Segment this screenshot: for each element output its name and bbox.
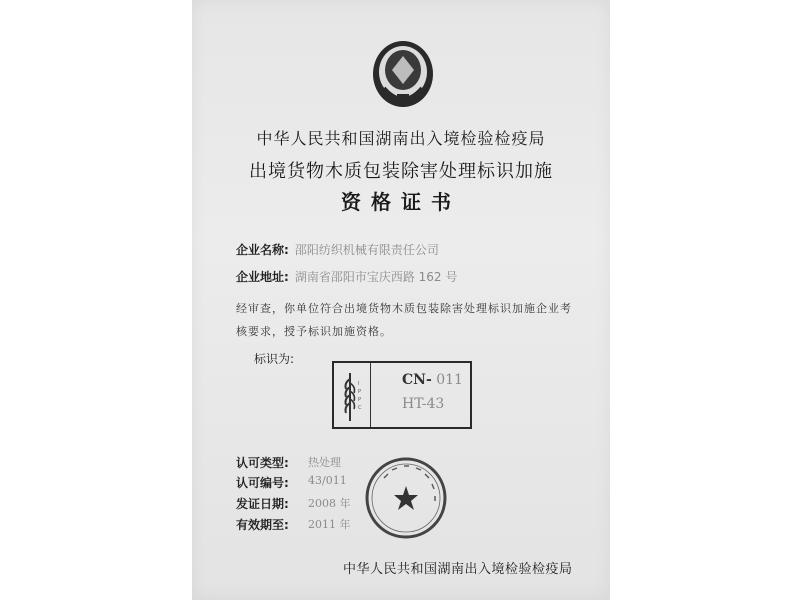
mark-label: 标识为:: [254, 352, 295, 366]
svg-text:P: P: [358, 397, 362, 403]
company-name-value: 邵阳纺织机械有限责任公司: [294, 243, 439, 257]
approval-number-label: 认可编号:: [236, 476, 289, 490]
mark-code-line2: HT-43: [402, 396, 445, 412]
company-name-row: [236, 241, 439, 258]
mark-divider: [370, 363, 371, 427]
expiry-date-value: 2011 年: [308, 518, 351, 531]
company-address-label: 企业地址:: [236, 270, 289, 284]
certificate-title: 资格证书: [341, 190, 461, 214]
company-address-value: 湖南省邵阳市宝庆西路 162 号: [294, 270, 458, 284]
issue-date-label: 发证日期:: [236, 497, 289, 511]
issuer-footer: 中华人民共和国湖南出入境检验检疫局: [343, 562, 573, 577]
issuer-title: 中华人民共和国湖南出入境检验检疫局: [256, 129, 546, 148]
expiry-date-label: 有效期至:: [236, 518, 289, 532]
official-seal-icon: [364, 456, 448, 540]
certificate-subject: 出境货物木质包装除害处理标识加施: [249, 161, 553, 182]
approval-number-value: 43/011: [308, 474, 347, 487]
national-emblem-icon: [370, 38, 436, 110]
approval-type-value: 热处理: [308, 456, 341, 469]
approval-type-label: 认可类型:: [236, 456, 289, 470]
mark-code-number: 011: [436, 372, 463, 388]
svg-text:C: C: [358, 405, 362, 411]
issue-date-value: 2008 年: [308, 497, 351, 510]
mark-code-prefix: CN-: [402, 372, 432, 388]
company-name-label: 企业名称:: [236, 243, 289, 257]
mark-code-line1: [402, 372, 463, 388]
company-address-row: [236, 268, 457, 285]
approval-statement: 经审查，你单位符合出境货物木质包装除害处理标识加施企业考核要求，授予标识加施资格。: [236, 302, 572, 338]
svg-text:I: I: [358, 381, 360, 387]
ippc-wheat-icon: [340, 369, 366, 423]
svg-text:P: P: [358, 389, 362, 395]
